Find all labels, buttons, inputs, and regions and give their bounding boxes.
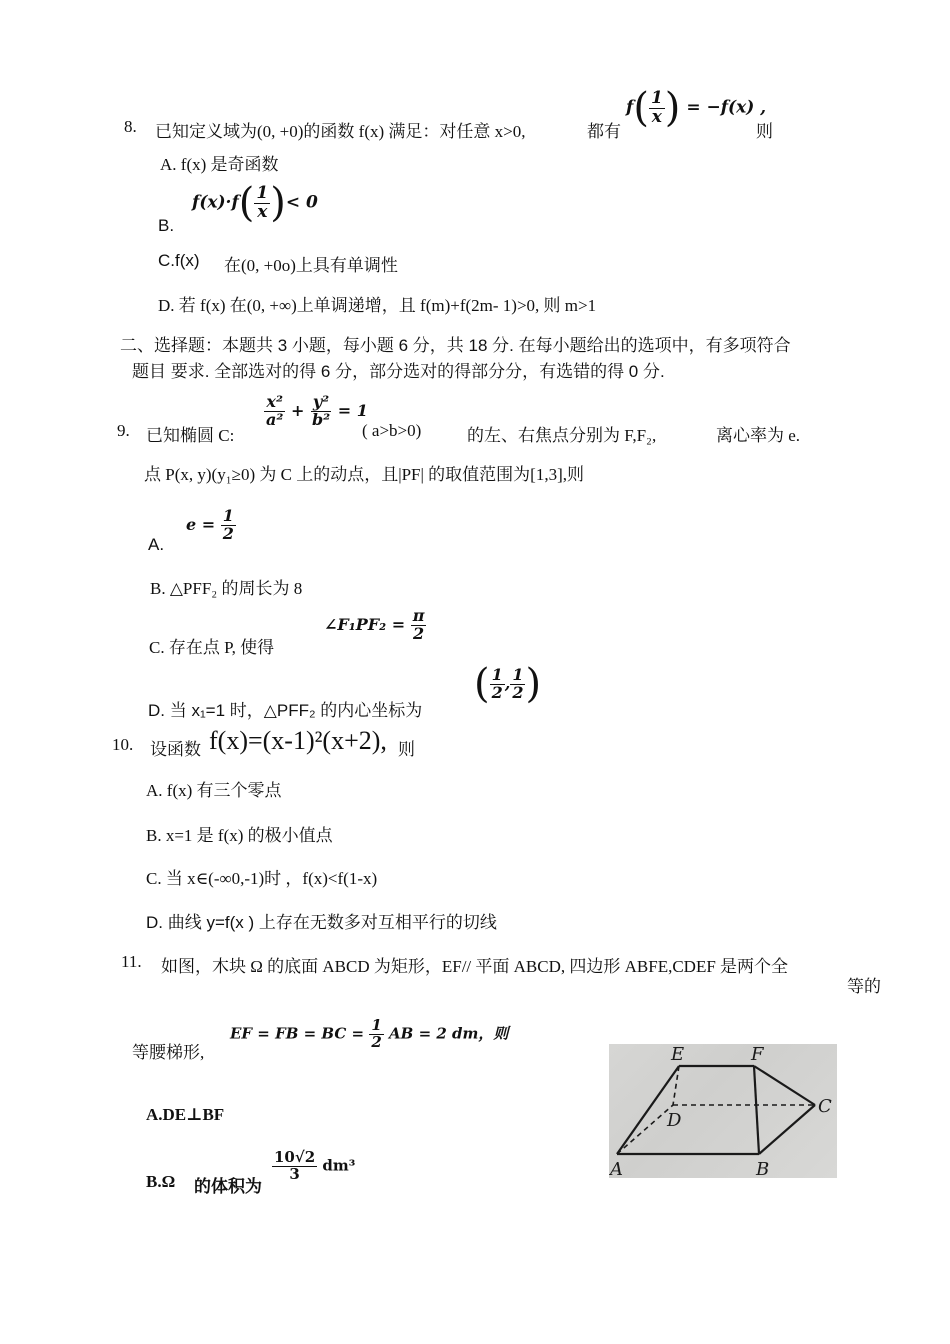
edge-fc [754,1066,815,1105]
vertex-label-d: D [667,1110,682,1131]
q10-option-a: A. f(x) 有三个零点 [146,781,282,800]
vertex-label-b: B [756,1159,770,1178]
q8-option-b-label: B. [158,216,175,235]
q10-option-d: D. 曲线 y=f(x ) 上存在无数多对互相平行的切线 [146,913,497,932]
q8-formula-fraction: $\frac{1}{x}$ [650,87,663,127]
q9-option-d-text: D. 当 x₁=1 时，△PFF₂ 的内心坐标为 [148,701,423,720]
edge-bc [759,1105,815,1154]
q9-option-a-formula: e = $\frac{1}{2}$ [186,506,234,543]
q10-option-c: C. 当 x∈(-∞0,-1)时 ，f(x)<f(1-x) [146,869,378,888]
q9-option-b: B. △PFF₂ 的周长为 8 [150,579,303,598]
q8-stem-2: 都有 [587,122,621,141]
q9-stem-2: 的左、右焦点分别为 F,F₂, [467,426,657,445]
q11-option-b-label: B.Ω [146,1172,176,1191]
q11-stem-line2: 等腰梯形, [132,1043,205,1062]
vertex-label-c: C [818,1096,832,1117]
q10-option-b: B. x=1 是 f(x) 的极小值点 [146,826,333,845]
q11-edge-formula: EF = FB = BC = $\frac{1}{2}$ AB = 2 dm，则 [230,1016,509,1051]
block-figure-svg [609,1044,837,1178]
q9-ellipse-equation: $\frac{\text{x²}}{\text{a²}}$ + $\frac{\text{y²}}{\text{b²}}$ = 1 [266,392,368,429]
q8-formula: f( $\frac{1}{x}$ ) = −f(x) , [626,85,767,131]
q10-function: f(x)=(x-1)²(x+2), [209,726,387,755]
q9-option-c-text: C. 存在点 P, 使得 [149,638,275,657]
q8-option-c-text: 在(0, +0o)上具有单调性 [224,256,398,275]
q8-option-d: D. 若 f(x) 在(0, +∞)上单调递增，且 f(m)+f(2m- 1)>0, 则 m>1 [158,296,597,315]
q9-stem-3: 离心率为 e. [716,426,801,445]
vertex-label-a: A [610,1159,623,1178]
q8-stem: 已知定义域为(0, +0)的函数 f(x) 满足：对任意 x>0, [155,122,526,141]
q8-formula-rhs: = −f(x) , [686,97,767,118]
q9-number: 9. [117,421,130,440]
section2-heading-line2: 题目 要求. 全部选对的得 6 分，部分选对的得部分分，有选错的得 0 分. [132,362,665,381]
block-figure [609,1044,837,1178]
q10-stem: 设函数 [150,740,201,759]
section2-heading-line1: 二、选择题：本题共 3 小题，每小题 6 分，共 18 分. 在每小题给出的选项中，有多项符合 [120,336,791,355]
q11-number: 11. [121,952,142,971]
vertex-label-f: F [751,1044,764,1065]
q11-option-a: A.DE⊥BF [146,1105,225,1124]
q11-stem-wrap: 等的 [847,977,881,996]
q11-stem: 如图，木块 Ω 的底面 ABCD 为矩形，EF// 平面 ABCD, 四边形 ABFE,CDEF 是两个全 [161,957,789,976]
q8-option-a: A. f(x) 是奇函数 [160,155,279,174]
vertex-label-e: E [671,1044,685,1065]
q9-option-a-label: A. [148,535,165,554]
q11-option-b-formula: $\frac{10√2}{3}$ dm³ [274,1148,356,1183]
q10-number: 10. [112,735,134,754]
edge-fb [754,1066,759,1154]
q8-number: 8. [124,117,137,136]
q8-option-c-label: C.f(x) [158,251,200,270]
q9-condition: ( a>b>0) [362,421,422,440]
q10-stem-2: 则 [398,740,415,759]
q8-option-b-formula: f(x)·f( $\frac{1}{x}$ )< 0 [192,180,318,226]
q9-option-c-formula: ∠F₁PF₂ = $\frac{\pi}{2}$ [324,606,425,643]
q9-stem-line2: 点 P(x, y)(y₁≥0) 为 C 上的动点，且|PF| 的取值范围为[1,3],则 [144,465,584,484]
q11-option-b-text: 的体积为 [194,1177,262,1196]
q8-stem-3: 则 [756,122,773,141]
q8-formula-f: f [626,97,634,118]
q9-option-d-formula: ( $\frac{1}{2}$ , $\frac{1}{2}$ ) [474,661,542,707]
q9-stem: 已知椭圆 C: [146,426,235,445]
